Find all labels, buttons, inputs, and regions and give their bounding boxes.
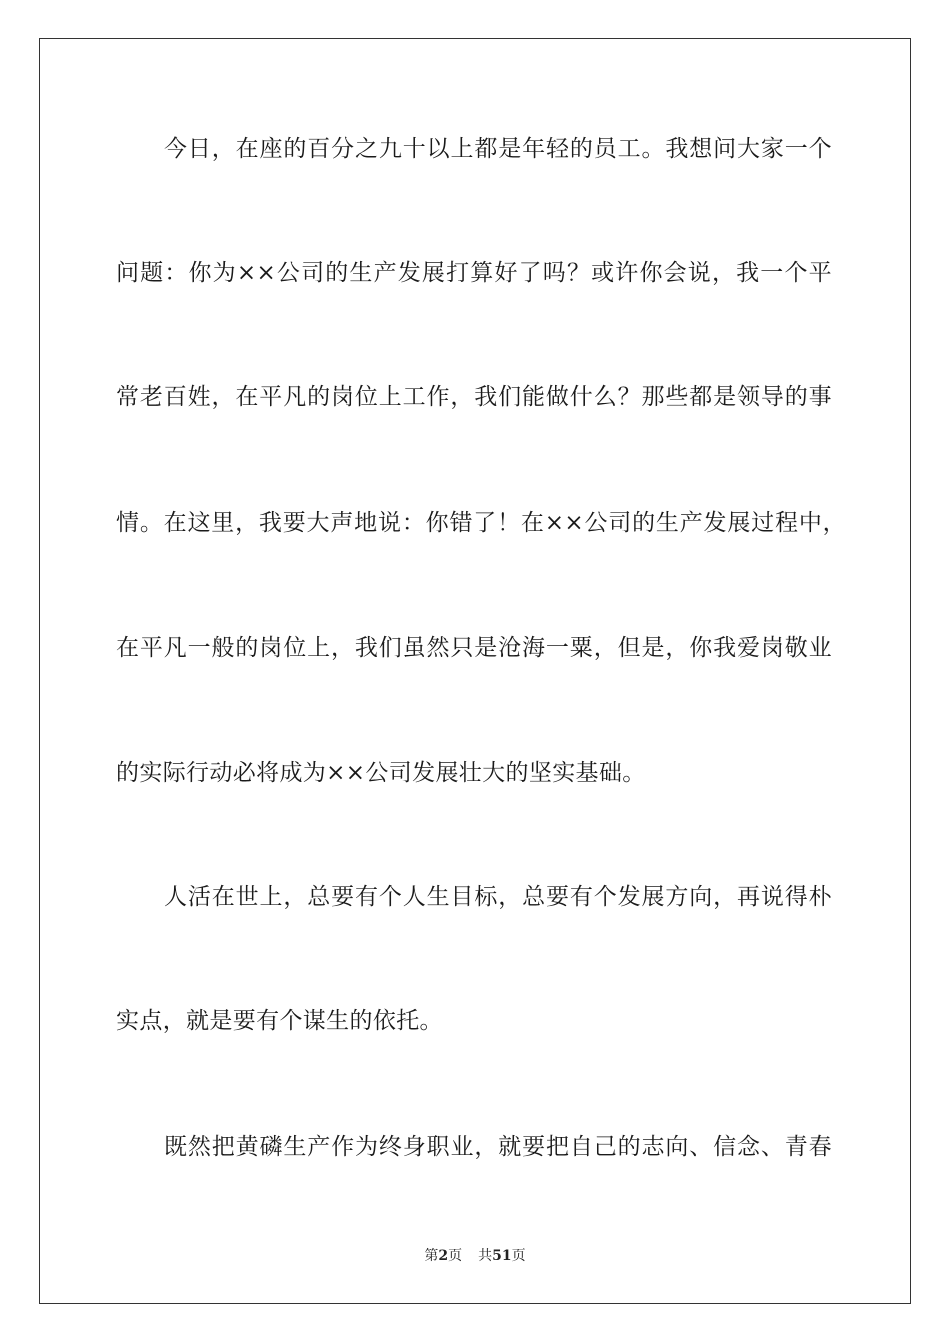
text-line: 常老百姓，在平凡的岗位上工作，我们能做什么？那些都是领导的事: [116, 384, 832, 410]
text-line: 人活在世上，总要有个人生目标，总要有个发展方向，再说得朴: [164, 884, 832, 910]
page-border: [39, 38, 911, 1304]
page-number: 2: [438, 1248, 449, 1264]
page-suffix: 页: [448, 1248, 463, 1264]
total-suffix: 页: [511, 1248, 526, 1264]
text-line: 实点，就是要有个谋生的依托。: [116, 1008, 443, 1034]
text-line: 今日，在座的百分之九十以上都是年轻的员工。我想问大家一个: [164, 136, 832, 162]
text-line: 在平凡一般的岗位上，我们虽然只是沧海一粟，但是，你我爱岗敬业: [116, 635, 832, 661]
page-prefix: 第: [424, 1248, 439, 1264]
text-line: 既然把黄磷生产作为终身职业，就要把自己的志向、信念、青春: [164, 1134, 832, 1160]
page-footer: [0, 1247, 950, 1265]
total-prefix: 共: [478, 1248, 493, 1264]
text-line: 问题：你为××公司的生产发展打算好了吗？或许你会说，我一个平: [116, 260, 832, 286]
text-line: 情。在这里，我要大声地说：你错了！在××公司的生产发展过程中，: [116, 510, 846, 536]
text-line: 的实际行动必将成为××公司发展壮大的坚实基础。: [116, 760, 646, 786]
total-pages: 51: [492, 1248, 512, 1264]
